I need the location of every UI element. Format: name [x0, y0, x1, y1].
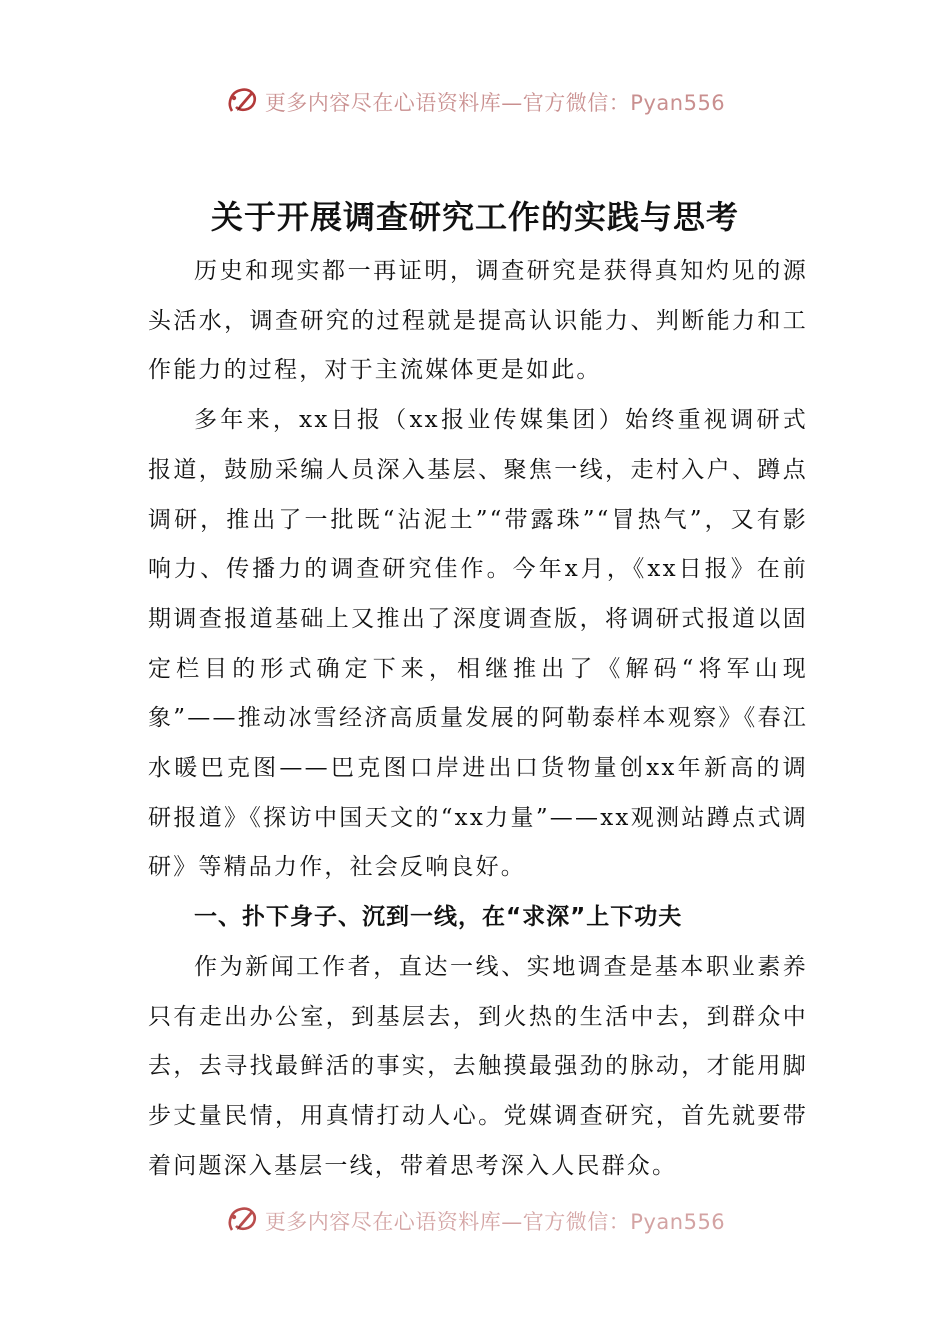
header-banner-text: 更多内容尽在心语资料库—官方微信：Pyan556 [264, 91, 726, 115]
paragraph-section-one: 作为新闻工作者，直达一线、实地调查是基本职业素养只有走出办公室，到基层去，到火热的生活中去，到群众中去，去寻找最鲜活的事实，去触摸最强劲的脉动，才能用脚步丈量民情，用真情打动人心。党媒调查研究，首先就要带着问题深入基层一线，带着思考深入人民群众。 [148, 953, 808, 1179]
header-banner [0, 82, 950, 122]
pen-logo-icon [225, 85, 259, 119]
paragraph-background: 多年来，xx日报（xx报业传媒集团）始终重视调研式报道，鼓励采编人员深入基层、聚焦一线，走村入户、蹲点调研，推出了一批既“沾泥土”“带露珠”“冒热气”，又有影响力、传播力的调查研究佳作。今年x月，《xx日报》在前期调查报道基础上又推出了深度调查版，将调研式报道以固定栏目的形式确定下来，相继推出了《解码“将军山现象”——推动冰雪经济高质量发展的阿勒泰样本观察》《春江水暖巴克图——巴克图口岸进出口货物量创xx年新高的调研报道》《探访中国天文的“xx力量”——xx观测站蹲点式调研》等精品力作，社会反响良好。 [148, 407, 808, 881]
document-title: 关于开展调查研究工作的实践与思考 [210, 198, 739, 236]
paragraph-intro: 历史和现实都一再证明，调查研究是获得真知灼见的源头活水，调查研究的过程就是提高认识能力、判断能力和工作能力的过程，对于主流媒体更是如此。 [148, 258, 808, 384]
section-heading: 一、扑下身子、沉到一线，在“求深”上下功夫 [194, 904, 683, 931]
footer-banner [0, 1203, 950, 1239]
footer-banner-text: 更多内容尽在心语资料库—官方微信：Pyan556 [264, 1210, 726, 1234]
pen-logo-icon [225, 1204, 259, 1238]
document-body [148, 247, 808, 1191]
